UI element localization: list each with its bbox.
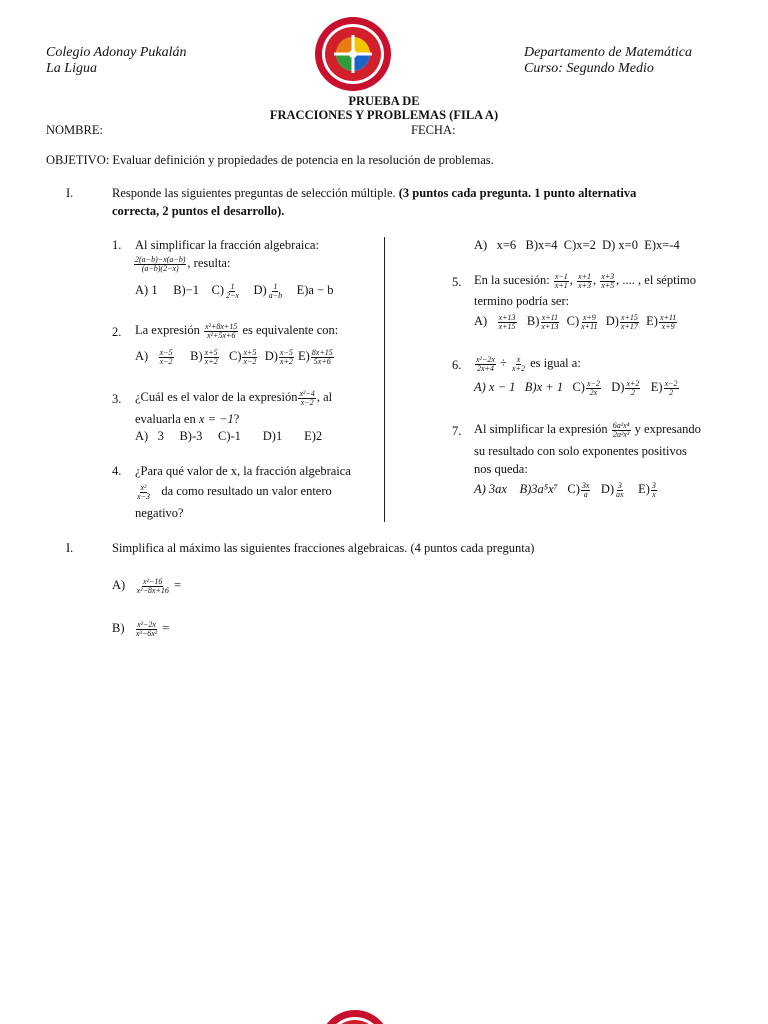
q1-options xyxy=(135,281,333,300)
q4-options: A) x=6 B)x=4 C)x=2 D) x=0 E)x=-4 xyxy=(474,238,680,252)
q6-stem xyxy=(474,354,581,373)
q6-option-c: C) xyxy=(572,380,585,394)
q7-text: Al simplificar la expresión xyxy=(474,422,608,436)
q1-option-c: C) xyxy=(211,283,225,297)
school-logo xyxy=(313,15,393,93)
q7-number: 7. xyxy=(452,424,462,438)
q4-frac-num: x² xyxy=(140,482,147,492)
q3-qmark: ? xyxy=(233,412,240,426)
q2-stem xyxy=(135,321,338,340)
q3-line2 xyxy=(135,410,239,428)
q6-e-den: 2 xyxy=(669,387,674,397)
q6-after: es igual a: xyxy=(530,356,581,370)
q3-text: ¿Cuál es el valor de la expresión xyxy=(135,390,298,404)
q6-f1-num: x²−2x xyxy=(476,354,495,364)
q5-option-d: D) xyxy=(605,314,619,328)
department-name: Departamento de Matemática xyxy=(524,45,692,60)
q5-a-num: x+13 xyxy=(498,312,516,322)
q2-e-den: 5x+6 xyxy=(313,356,331,366)
q6-option-a: A) x − 1 xyxy=(474,380,516,394)
exercise-a-num: x²−16 xyxy=(143,576,163,586)
q3-stem xyxy=(135,388,332,407)
q7-d-num: 3 xyxy=(617,480,622,490)
q6-c-num: x−2 xyxy=(586,378,600,388)
q7-e-den: x xyxy=(652,489,656,499)
q5-e-den: x+9 xyxy=(661,321,675,331)
q6-option-d: D) xyxy=(611,380,625,394)
q2-d-den: x+2 xyxy=(279,356,293,366)
q5-d-num: x+15 xyxy=(620,312,638,322)
q1-option-b: B)−1 xyxy=(173,283,200,297)
q1-after: , resulta: xyxy=(187,256,231,270)
q5-after: , .... , el séptimo xyxy=(616,273,697,287)
q3-line2-text: evaluarla en xyxy=(135,412,196,426)
q1-option-d-num: 1 xyxy=(273,281,278,291)
q2-c-num: x+5 xyxy=(243,347,257,357)
section1-instructions xyxy=(112,184,712,202)
q6-option-b: B)x + 1 xyxy=(524,380,564,394)
section1-bold2: correcta, 2 puntos el desarrollo). xyxy=(112,204,285,218)
school-city: La Ligua xyxy=(46,61,97,76)
objective-text: OBJETIVO: Evaluar definición y propiedades de potencia en la resolución de problemas. xyxy=(46,153,494,167)
q7-after: y expresando xyxy=(634,422,701,436)
q5-line2: termino podría ser: xyxy=(474,294,570,308)
q7-option-d: D) xyxy=(600,482,615,496)
q1-option-d-den: a−b xyxy=(268,290,283,300)
q2-option-c: C) xyxy=(228,349,242,363)
fecha-label: FECHA: xyxy=(411,123,456,137)
q3-frac-num: x²−4 xyxy=(299,388,315,398)
q5-b-den: x+13 xyxy=(541,321,559,331)
exercise-a xyxy=(112,576,181,595)
q6-d-num: x+2 xyxy=(626,378,640,388)
q7-d-den: ax xyxy=(616,489,624,499)
column-divider xyxy=(384,237,385,522)
q2-a-den: x−2 xyxy=(159,356,173,366)
q7-stem xyxy=(474,420,701,439)
q2-e-num: 8x+15 xyxy=(311,347,333,357)
q6-f2-den: x+2 xyxy=(512,363,525,373)
q2-option-a: A) xyxy=(135,349,149,363)
q5-f3-den: x+5 xyxy=(601,280,615,290)
q1-text: Al simplificar la fracción algebraica: xyxy=(135,238,319,252)
exercise-a-label: A) xyxy=(112,578,126,592)
q5-option-c: C) xyxy=(566,314,580,328)
q5-d-den: x+17 xyxy=(620,321,638,331)
q6-f1-den: 2x+4 xyxy=(476,363,494,373)
q7-option-a: A) 3ax xyxy=(474,482,507,496)
q4-line3: negativo? xyxy=(135,506,184,520)
q2-b-num: x+5 xyxy=(204,347,218,357)
q2-option-e: E) xyxy=(297,349,310,363)
q7-line2: su resultado con solo exponentes positivos xyxy=(474,444,687,458)
q4-number: 4. xyxy=(112,464,122,478)
q2-text: La expresión xyxy=(135,323,200,337)
q4-line2 xyxy=(135,482,332,501)
q1-option-c-den: 2−x xyxy=(226,290,239,300)
q1-option-a: A) 1 xyxy=(135,283,158,297)
nombre-label: NOMBRE: xyxy=(46,123,103,137)
exercise-b xyxy=(112,619,169,638)
section2-text: Simplifica al máximo las siguientes fracciones algebraicas. (4 puntos cada pregunta) xyxy=(112,541,535,555)
q2-d-num: x−5 xyxy=(279,347,293,357)
q6-d-den: 2 xyxy=(630,387,635,397)
q7-e-num: 3 xyxy=(651,480,656,490)
q3-after: , al xyxy=(316,390,333,404)
q2-b-den: x+2 xyxy=(204,356,218,366)
q1-option-c-num: 1 xyxy=(230,281,235,291)
q2-a-num: x−5 xyxy=(159,347,173,357)
section1-numeral: I. xyxy=(66,186,74,200)
q6-divide-op: ÷ xyxy=(500,356,507,370)
school-name: Colegio Adonay Pukalán xyxy=(46,45,187,60)
q5-a-den: x+15 xyxy=(498,321,516,331)
test-title-line1: PRUEBA DE xyxy=(348,94,420,108)
q7-option-b: B)3a⁵x⁷ xyxy=(519,482,559,496)
q5-c-den: x+11 xyxy=(581,321,598,331)
q5-number: 5. xyxy=(452,275,462,289)
q7-option-c: C) xyxy=(567,482,580,496)
exercise-b-num: x²−2x xyxy=(137,619,156,629)
q1-number: 1. xyxy=(112,238,122,252)
q5-c-num: x+9 xyxy=(582,312,596,322)
q2-frac-num: x²+8x+15 xyxy=(205,321,238,331)
q5-b-num: x+11 xyxy=(541,312,559,322)
q6-number: 6. xyxy=(452,358,462,372)
q5-f1-num: x−1 xyxy=(554,271,568,281)
q1-option-d: D) xyxy=(253,283,267,297)
q5-f2-den: x+3 xyxy=(578,280,591,290)
exercise-b-den: x³−6x² xyxy=(135,628,158,638)
q3-options: A) 3 B)-3 C)-1 D)1 E)2 xyxy=(135,429,323,443)
q7-c-num: 3x xyxy=(581,480,590,490)
q2-after: es equivalente con: xyxy=(242,323,339,337)
q6-option-e: E) xyxy=(650,380,663,394)
q3-number: 3. xyxy=(112,392,122,406)
q5-option-a: A) xyxy=(474,314,488,328)
q5-f3-num: x+3 xyxy=(601,271,615,281)
test-title-line2: FRACCIONES Y PROBLEMAS (FILA A) xyxy=(269,108,499,122)
q7-c-den: a xyxy=(583,489,588,499)
q2-option-d: D) xyxy=(264,349,278,363)
exercise-b-eq: = xyxy=(162,621,170,635)
q4-line2-text: da como resultado un valor entero xyxy=(161,484,332,498)
q2-number: 2. xyxy=(112,325,122,339)
q6-e-num: x−2 xyxy=(664,378,678,388)
q2-frac-den: x²+5x+6 xyxy=(207,330,236,340)
q5-options xyxy=(474,312,678,331)
q3-eq: x = −1 xyxy=(198,412,234,426)
exercise-a-eq: = xyxy=(174,578,182,592)
q5-option-e: E) xyxy=(646,314,658,328)
q5-f1-den: x+1 xyxy=(554,280,568,290)
exercise-b-label: B) xyxy=(112,621,125,635)
q6-c-den: 2x xyxy=(589,387,598,397)
section1-text: Responde las siguientes preguntas de selección múltiple. xyxy=(112,186,396,200)
q4-text: ¿Para qué valor de x, la fracción algebraica xyxy=(135,464,351,478)
q1-frac-den: (a−b)(2−x) xyxy=(141,263,179,273)
q6-options xyxy=(474,378,680,397)
exercise-a-den: x²−8x+16 xyxy=(136,585,169,595)
q7-frac-den: 2a²x³ xyxy=(612,429,630,439)
section2-numeral: I. xyxy=(66,541,74,555)
q2-c-den: x−2 xyxy=(243,356,257,366)
q1-frac-num: 2(a−b)−x(a−b) xyxy=(135,254,186,264)
q6-f2-num: x xyxy=(516,354,521,364)
q5-stem: En la sucesión: $\frac{x-1}{x+1}$ , $\frac{x+1}{x+3}$ , $\frac{x+3}{x+5}$ , .... , el séptimo xyxy=(474,271,697,290)
q7-options xyxy=(474,480,658,499)
next-page-logo xyxy=(318,1008,392,1024)
q5-e-num: x+11 xyxy=(659,312,677,322)
q2-option-b: B) xyxy=(190,349,203,363)
section1-bold1: (3 puntos cada pregunta. 1 punto alternativa xyxy=(398,186,637,200)
q7-line3: nos queda: xyxy=(474,462,528,476)
q5-f2-num: x+1 xyxy=(578,271,591,281)
q2-options xyxy=(135,347,335,366)
q5-text: En la sucesión: xyxy=(474,273,550,287)
q7-frac-num: 6a²x⁴ xyxy=(612,420,630,430)
q1-expression xyxy=(133,254,230,273)
q3-frac-den: x−2 xyxy=(300,397,314,407)
q1-option-e: E)a − b xyxy=(296,283,334,297)
course-name: Curso: Segundo Medio xyxy=(524,61,654,76)
q4-frac-den: x−3 xyxy=(137,491,150,501)
q7-option-e: E) xyxy=(638,482,650,496)
q5-option-b: B) xyxy=(526,314,540,328)
